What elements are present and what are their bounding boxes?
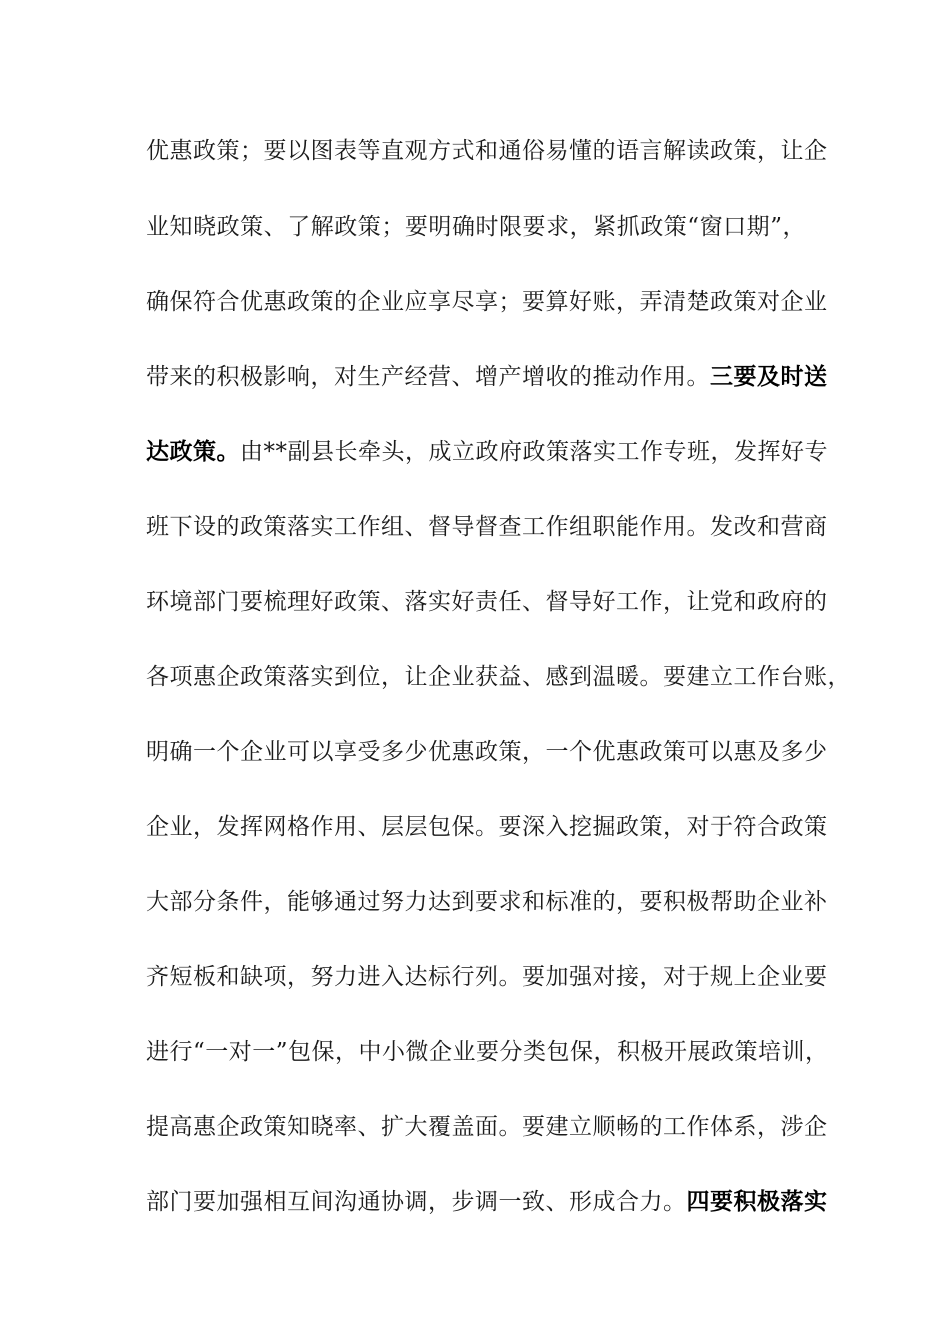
text-run: 班下设的政策落实工作组、督导督查工作组职能作用。发改和营商 [146, 514, 828, 540]
text-run: 齐短板和缺项，努力进入达标行列。要加强对接，对于规上企业要 [146, 964, 828, 990]
text-run: 业知晓政策、了解政策；要明确时限要求，紧抓政策“窗口期”， [146, 214, 806, 240]
text-run: 各项惠企政策落实到位，让企业获益、感到温暖。要建立工作台账， [146, 664, 851, 690]
text-run: 环境部门要梳理好政策、落实好责任、督导好工作，让党和政府的 [146, 589, 828, 615]
text-run: 带来的积极影响，对生产经营、增产增收的推动作用。 [146, 364, 710, 390]
text-run: 进行“一对一”包保，中小微企业要分类包保，积极开展政策培训， [146, 1039, 829, 1065]
bold-heading-run: 三要及时送 [710, 363, 828, 390]
bold-heading-run: 达政策。 [146, 438, 240, 465]
text-line-3 [146, 282, 828, 322]
text-run: 提高惠企政策知晓率、扩大覆盖面。要建立顺畅的工作体系，涉企 [146, 1114, 828, 1140]
text-line-9 [146, 732, 828, 772]
text-line-11 [146, 882, 828, 922]
text-line-5 [146, 432, 828, 472]
text-run: 确保符合优惠政策的企业应享尽享；要算好账，弄清楚政策对企业 [146, 289, 828, 315]
text-line-10 [146, 807, 828, 847]
text-run: 明确一个企业可以享受多少优惠政策，一个优惠政策可以惠及多少 [146, 739, 828, 765]
text-line-1 [146, 131, 828, 171]
text-line-15 [146, 1182, 828, 1222]
text-line-4 [146, 357, 828, 397]
text-run: 大部分条件，能够通过努力达到要求和标准的，要积极帮助企业补 [146, 889, 828, 915]
text-line-12 [146, 957, 828, 997]
text-line-2 [146, 207, 806, 247]
text-line-14 [146, 1107, 828, 1147]
text-line-6 [146, 507, 828, 547]
text-run: 企业，发挥网格作用、层层包保。要深入挖掘政策，对于符合政策 [146, 814, 828, 840]
bold-heading-run: 四要积极落实 [686, 1188, 828, 1215]
text-run: 优惠政策；要以图表等直观方式和通俗易懂的语言解读政策，让企 [146, 138, 828, 164]
text-run: 由**副县长牵头，成立政府政策落实工作专班，发挥好专 [240, 439, 828, 465]
text-line-7 [146, 582, 828, 622]
text-line-13 [146, 1032, 829, 1072]
text-line-8 [146, 657, 851, 697]
text-run: 部门要加强相互间沟通协调，步调一致、形成合力。 [146, 1189, 687, 1215]
